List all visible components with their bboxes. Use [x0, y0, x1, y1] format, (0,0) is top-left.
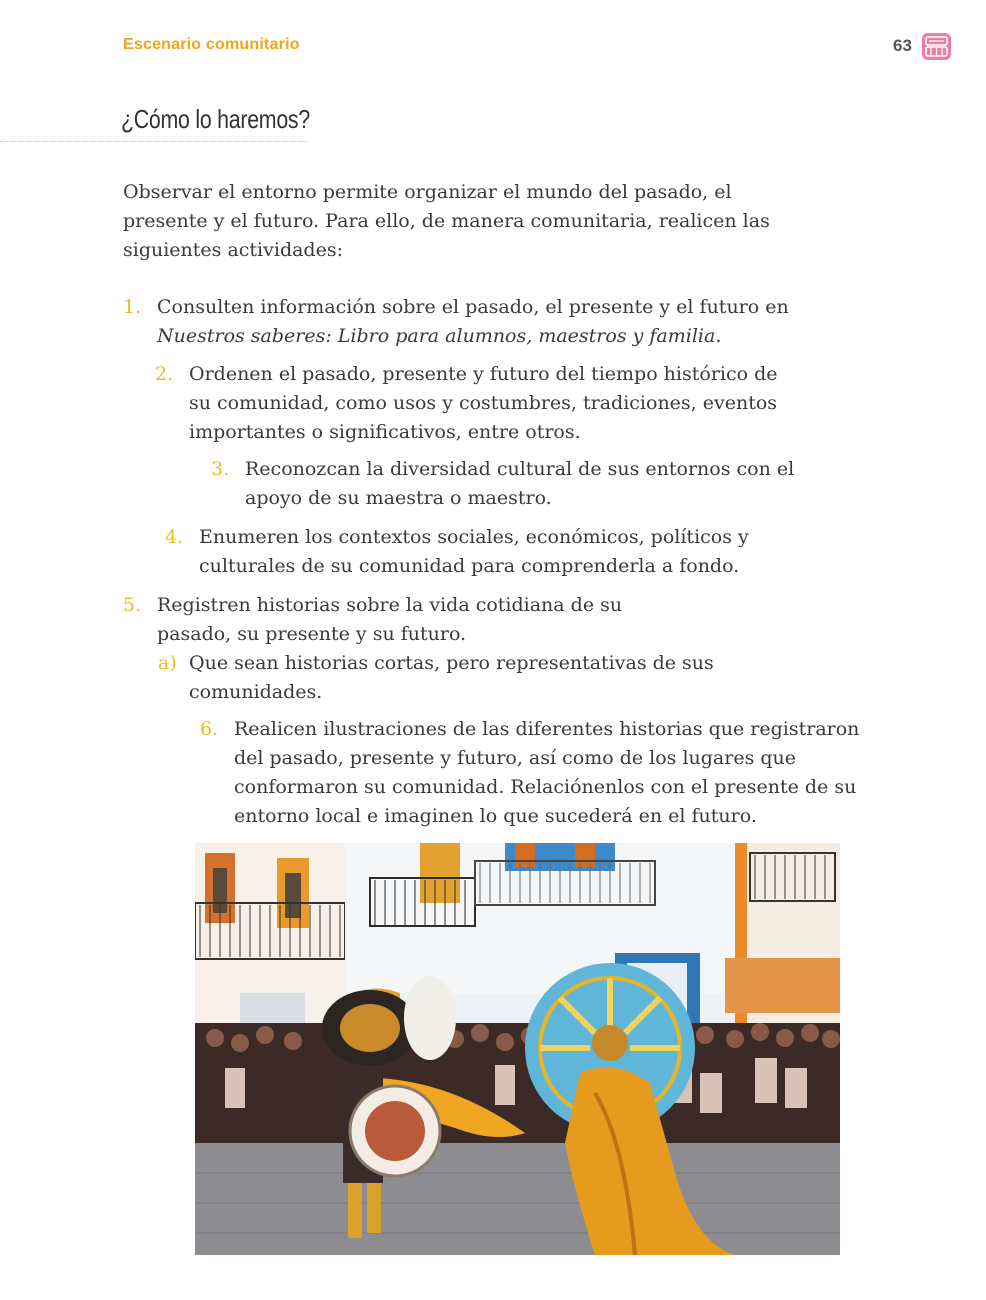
list-item-number: 3. — [211, 458, 230, 480]
list-item — [155, 360, 795, 447]
title-divider — [0, 141, 308, 142]
list-item-text: Ordenen el pasado, presente y futuro del tiempo histórico de su comunidad, como usos y costumbres, tradiciones, eventos importantes o significativos, entre otros. — [189, 363, 778, 443]
list-item-text: Registren historias sobre la vida cotidiana de su pasado, su presente y su futuro. — [157, 594, 623, 645]
festival-illustration — [195, 843, 840, 1255]
list-item-text: Reconozcan la diversidad cultural de sus entornos con el apoyo de su maestra o maestro. — [245, 458, 795, 509]
list-item-text: Consulten información sobre el pasado, el presente y el futuro en Nuestros saberes: Libro para alumnos, maestros y familia. — [157, 296, 789, 347]
page-number: 63 — [893, 36, 912, 55]
list-item — [123, 591, 663, 649]
codex-glyph-icon — [922, 33, 951, 60]
section-title: ¿Cómo lo haremos? — [121, 104, 310, 134]
running-head: Escenario comunitario — [123, 36, 300, 53]
list-item — [123, 293, 803, 351]
festival-photo — [195, 843, 840, 1255]
list-item-text: Enumeren los contextos sociales, económicos, políticos y culturales de su comunidad para comprenderla a fondo. — [199, 526, 749, 577]
list-item-number: 2. — [155, 363, 174, 385]
list-subitem — [158, 649, 718, 707]
book-title: Nuestros saberes: Libro para alumnos, maestros y familia — [157, 325, 716, 347]
list-item — [211, 455, 831, 513]
list-item-number: 4. — [165, 526, 184, 548]
list-item — [200, 715, 890, 831]
list-item-text: Que sean historias cortas, pero representativas de sus comunidades. — [189, 652, 714, 703]
list-item-text: Realicen ilustraciones de las diferentes historias que registraron del pasado, presente y futuro, así como de los lugares que conformaron su comunidad. Relaciónenlos con el presente de su entorno local e imaginen lo que sucederá en el futuro. — [234, 718, 860, 827]
intro-paragraph: Observar el entorno permite organizar el mundo del pasado, el presente y el futuro. Para ello, de manera comunitaria, realicen las siguientes actividades: — [123, 181, 770, 261]
list-item-number: a) — [158, 652, 177, 674]
list-item-number: 6. — [200, 718, 219, 740]
list-item-number: 1. — [123, 296, 142, 318]
list-item-number: 5. — [123, 594, 142, 616]
list-item — [165, 523, 805, 581]
